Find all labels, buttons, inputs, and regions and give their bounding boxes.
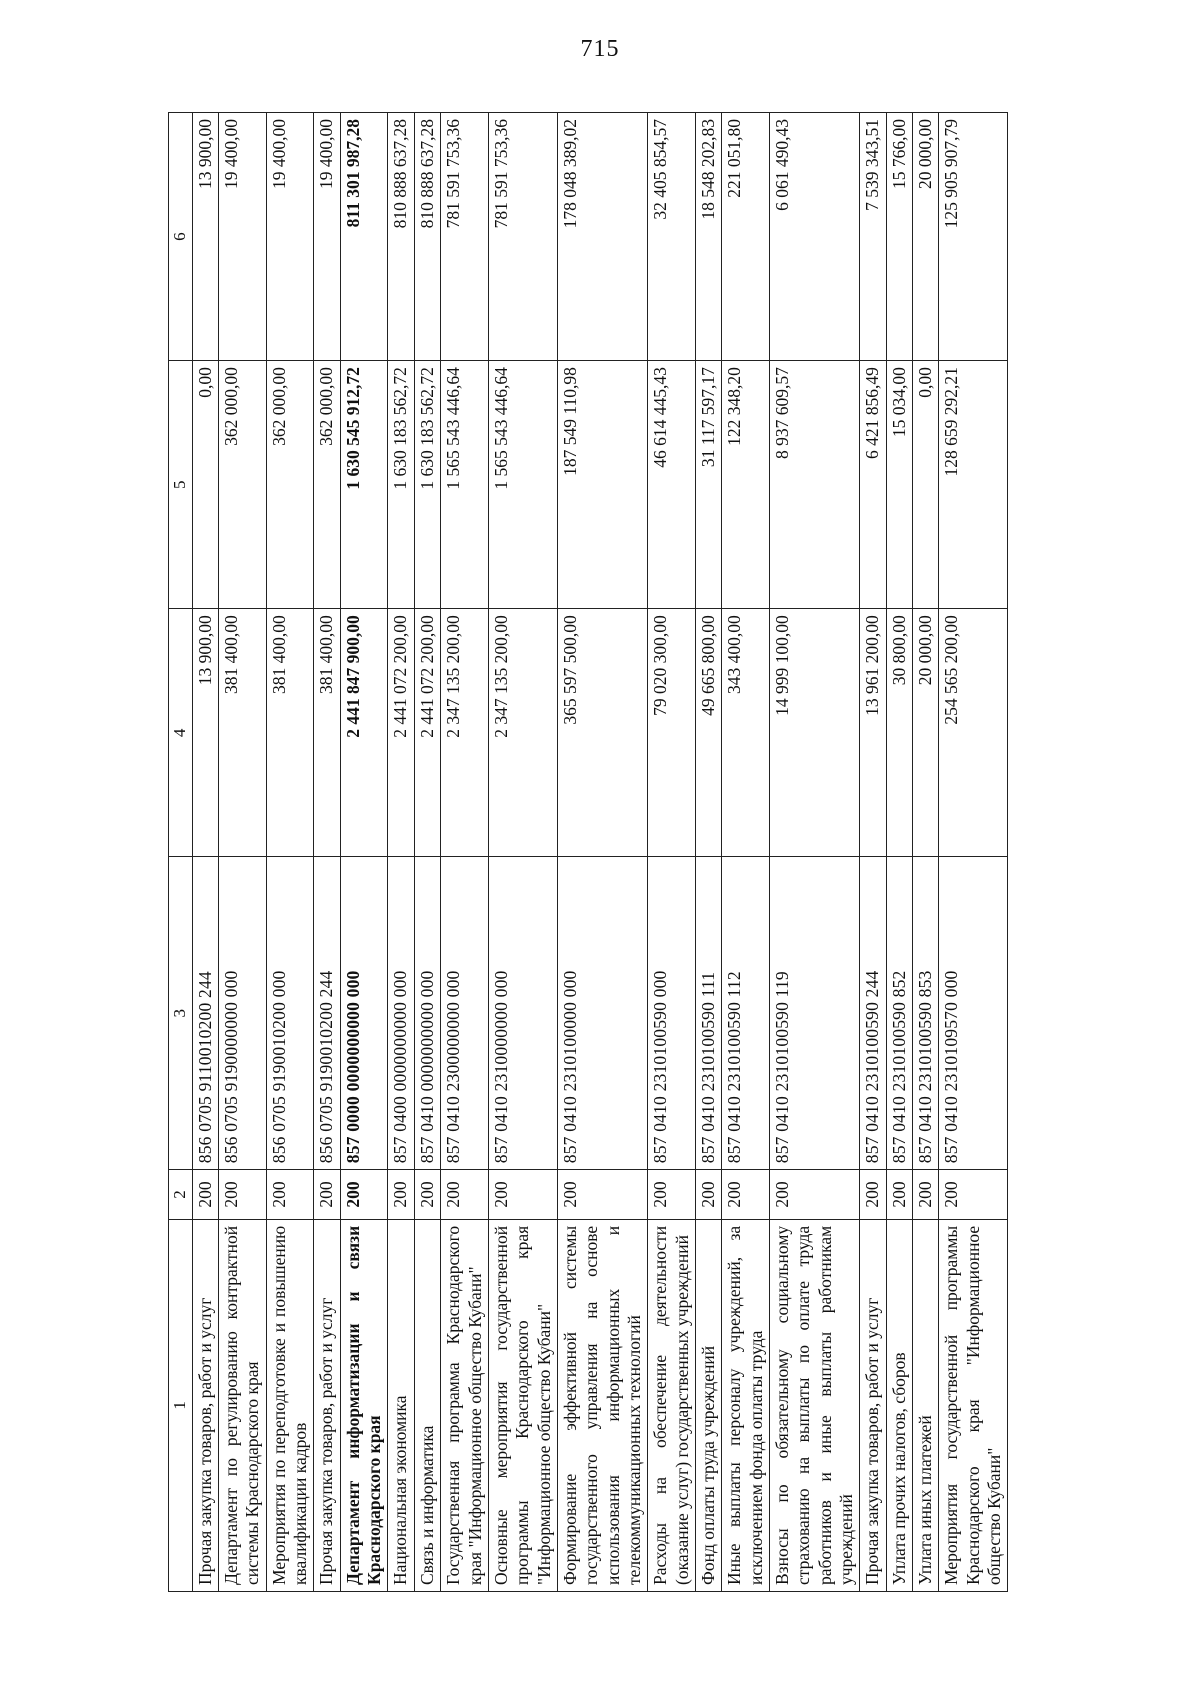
row-name-cell: Прочая закупка товаров, работ и услуг	[192, 1219, 218, 1591]
row-remaining-cell: 221 051,80	[722, 113, 770, 361]
row-code-cell: 200	[414, 1170, 440, 1220]
row-code-cell: 200	[886, 1170, 912, 1220]
table-body	[192, 113, 1008, 1592]
row-name-cell: Расходы на обеспечение деятельности (оказание услуг) государственных учреждений	[648, 1219, 696, 1591]
row-executed-cell: 1 630 545 912,72	[340, 361, 388, 609]
header-col-1: 1	[169, 1219, 193, 1591]
row-code-cell: 200	[557, 1170, 647, 1220]
row-executed-cell: 362 000,00	[266, 361, 314, 609]
row-classification-cell: 856 0705 9190000000 000	[219, 857, 267, 1170]
row-name-cell: Прочая закупка товаров, работ и услуг	[314, 1219, 340, 1591]
row-code-cell: 200	[648, 1170, 696, 1220]
row-name-cell: Связь и информатика	[414, 1219, 440, 1591]
row-executed-cell: 46 614 445,43	[648, 361, 696, 609]
row-classification-cell: 857 0410 2310100590 119	[769, 857, 859, 1170]
row-approved-cell: 49 665 800,00	[695, 609, 721, 857]
row-executed-cell: 1 565 543 446,64	[488, 361, 557, 609]
row-classification-cell: 857 0410 0000000000 000	[414, 857, 440, 1170]
row-code-cell: 200	[722, 1170, 770, 1220]
row-name-cell: Мероприятия государственной программы Краснодарского края "Информационное общество Кубани"	[939, 1219, 1008, 1591]
row-approved-cell: 381 400,00	[266, 609, 314, 857]
row-executed-cell: 15 034,00	[886, 361, 912, 609]
row-code-cell: 200	[860, 1170, 886, 1220]
table-row	[266, 113, 314, 1592]
table-row	[860, 113, 886, 1592]
row-remaining-cell: 178 048 389,02	[557, 113, 647, 361]
row-approved-cell: 20 000,00	[913, 609, 939, 857]
table-row	[219, 113, 267, 1592]
row-executed-cell: 128 659 292,21	[939, 361, 1008, 609]
row-name-cell: Уплата прочих налогов, сборов	[886, 1219, 912, 1591]
table-row	[939, 113, 1008, 1592]
row-executed-cell: 1 630 183 562,72	[414, 361, 440, 609]
header-col-5: 5	[169, 361, 193, 609]
header-col-4: 4	[169, 609, 193, 857]
row-classification-cell: 857 0410 2310100590 000	[648, 857, 696, 1170]
row-executed-cell: 31 117 597,17	[695, 361, 721, 609]
row-executed-cell: 6 421 856,49	[860, 361, 886, 609]
table-row	[769, 113, 859, 1592]
row-name-cell: Основные мероприятия государственной программы Краснодарского края "Информационное общество Кубани"	[488, 1219, 557, 1591]
row-executed-cell: 0,00	[192, 361, 218, 609]
row-classification-cell: 857 0410 2300000000 000	[441, 857, 489, 1170]
row-code-cell: 200	[769, 1170, 859, 1220]
table-row	[722, 113, 770, 1592]
table-row	[488, 113, 557, 1592]
row-code-cell: 200	[340, 1170, 388, 1220]
row-name-cell: Департамент информатизации и связи Краснодарского края	[340, 1219, 388, 1591]
row-remaining-cell: 19 400,00	[219, 113, 267, 361]
table-row	[913, 113, 939, 1592]
row-executed-cell: 362 000,00	[314, 361, 340, 609]
row-executed-cell: 1 565 543 446,64	[441, 361, 489, 609]
row-approved-cell: 2 347 135 200,00	[488, 609, 557, 857]
row-remaining-cell: 7 539 343,51	[860, 113, 886, 361]
row-classification-cell: 856 0705 9110010200 244	[192, 857, 218, 1170]
row-approved-cell: 2 441 847 900,00	[340, 609, 388, 857]
row-name-cell: Взносы по обязательному социальному страхованию на выплаты по оплате труда работников и иные выплаты работникам учреждений	[769, 1219, 859, 1591]
row-code-cell: 200	[695, 1170, 721, 1220]
table-row	[886, 113, 912, 1592]
row-executed-cell: 122 348,20	[722, 361, 770, 609]
row-name-cell: Национальная экономика	[388, 1219, 414, 1591]
row-name-cell: Государственная программа Краснодарского края "Информационное общество Кубани"	[441, 1219, 489, 1591]
row-name-cell: Формирование эффективной системы государственного управления на основе использования информационных и телекоммуникационных технологий	[557, 1219, 647, 1591]
row-remaining-cell: 19 400,00	[266, 113, 314, 361]
row-classification-cell: 856 0705 9190010200 000	[266, 857, 314, 1170]
row-remaining-cell: 18 548 202,83	[695, 113, 721, 361]
row-name-cell: Иные выплаты персоналу учреждений, за исключением фонда оплаты труда	[722, 1219, 770, 1591]
table-row	[388, 113, 414, 1592]
row-approved-cell: 2 441 072 200,00	[388, 609, 414, 857]
row-classification-cell: 857 0410 2310100590 853	[913, 857, 939, 1170]
row-approved-cell: 381 400,00	[219, 609, 267, 857]
row-name-cell: Фонд оплаты труда учреждений	[695, 1219, 721, 1591]
row-name-cell: Прочая закупка товаров, работ и услуг	[860, 1219, 886, 1591]
table-row	[314, 113, 340, 1592]
row-remaining-cell: 125 905 907,79	[939, 113, 1008, 361]
page-number: 715	[580, 36, 620, 62]
row-remaining-cell: 13 900,00	[192, 113, 218, 361]
row-remaining-cell: 6 061 490,43	[769, 113, 859, 361]
row-approved-cell: 2 441 072 200,00	[414, 609, 440, 857]
row-approved-cell: 14 999 100,00	[769, 609, 859, 857]
row-classification-cell: 857 0410 2310109570 000	[939, 857, 1008, 1170]
header-col-3: 3	[169, 857, 193, 1170]
row-approved-cell: 13 900,00	[192, 609, 218, 857]
row-approved-cell: 343 400,00	[722, 609, 770, 857]
row-remaining-cell: 810 888 637,28	[388, 113, 414, 361]
row-approved-cell: 30 800,00	[886, 609, 912, 857]
row-classification-cell: 857 0410 2310000000 000	[488, 857, 557, 1170]
row-remaining-cell: 20 000,00	[913, 113, 939, 361]
row-code-cell: 200	[388, 1170, 414, 1220]
row-code-cell: 200	[488, 1170, 557, 1220]
row-name-cell: Мероприятия по переподготовке и повышению квалификации кадров	[266, 1219, 314, 1591]
row-classification-cell: 857 0410 2310100590 112	[722, 857, 770, 1170]
row-classification-cell: 857 0410 2310100590 852	[886, 857, 912, 1170]
row-code-cell: 200	[913, 1170, 939, 1220]
table-row	[441, 113, 489, 1592]
row-executed-cell: 1 630 183 562,72	[388, 361, 414, 609]
row-code-cell: 200	[441, 1170, 489, 1220]
row-approved-cell: 13 961 200,00	[860, 609, 886, 857]
row-executed-cell: 187 549 110,98	[557, 361, 647, 609]
header-col-2: 2	[169, 1170, 193, 1220]
table-row	[557, 113, 647, 1592]
budget-table	[168, 112, 1008, 1592]
row-remaining-cell: 811 301 987,28	[340, 113, 388, 361]
row-code-cell: 200	[939, 1170, 1008, 1220]
row-executed-cell: 8 937 609,57	[769, 361, 859, 609]
table-header-row	[169, 113, 193, 1592]
table-row	[414, 113, 440, 1592]
table-row	[648, 113, 696, 1592]
row-approved-cell: 254 565 200,00	[939, 609, 1008, 857]
row-remaining-cell: 781 591 753,36	[441, 113, 489, 361]
header-col-6: 6	[169, 113, 193, 361]
row-code-cell: 200	[314, 1170, 340, 1220]
table-row	[192, 113, 218, 1592]
row-remaining-cell: 15 766,00	[886, 113, 912, 361]
table-row	[695, 113, 721, 1592]
row-approved-cell: 79 020 300,00	[648, 609, 696, 857]
row-name-cell: Департамент по регулированию контрактной системы Краснодарского края	[219, 1219, 267, 1591]
row-executed-cell: 0,00	[913, 361, 939, 609]
rotated-table-wrapper	[168, 112, 1168, 1592]
row-classification-cell: 856 0705 9190010200 244	[314, 857, 340, 1170]
row-code-cell: 200	[192, 1170, 218, 1220]
row-remaining-cell: 19 400,00	[314, 113, 340, 361]
row-code-cell: 200	[266, 1170, 314, 1220]
row-remaining-cell: 810 888 637,28	[414, 113, 440, 361]
row-classification-cell: 857 0410 2310100000 000	[557, 857, 647, 1170]
row-executed-cell: 362 000,00	[219, 361, 267, 609]
row-classification-cell: 857 0400 0000000000 000	[388, 857, 414, 1170]
row-classification-cell: 857 0410 2310100590 111	[695, 857, 721, 1170]
rotated-table-container	[168, 112, 1168, 1592]
table-row	[340, 113, 388, 1592]
row-classification-cell: 857 0000 0000000000 000	[340, 857, 388, 1170]
row-classification-cell: 857 0410 2310100590 244	[860, 857, 886, 1170]
row-name-cell: Уплата иных платежей	[913, 1219, 939, 1591]
row-remaining-cell: 781 591 753,36	[488, 113, 557, 361]
row-approved-cell: 365 597 500,00	[557, 609, 647, 857]
row-remaining-cell: 32 405 854,57	[648, 113, 696, 361]
row-approved-cell: 2 347 135 200,00	[441, 609, 489, 857]
row-code-cell: 200	[219, 1170, 267, 1220]
row-approved-cell: 381 400,00	[314, 609, 340, 857]
